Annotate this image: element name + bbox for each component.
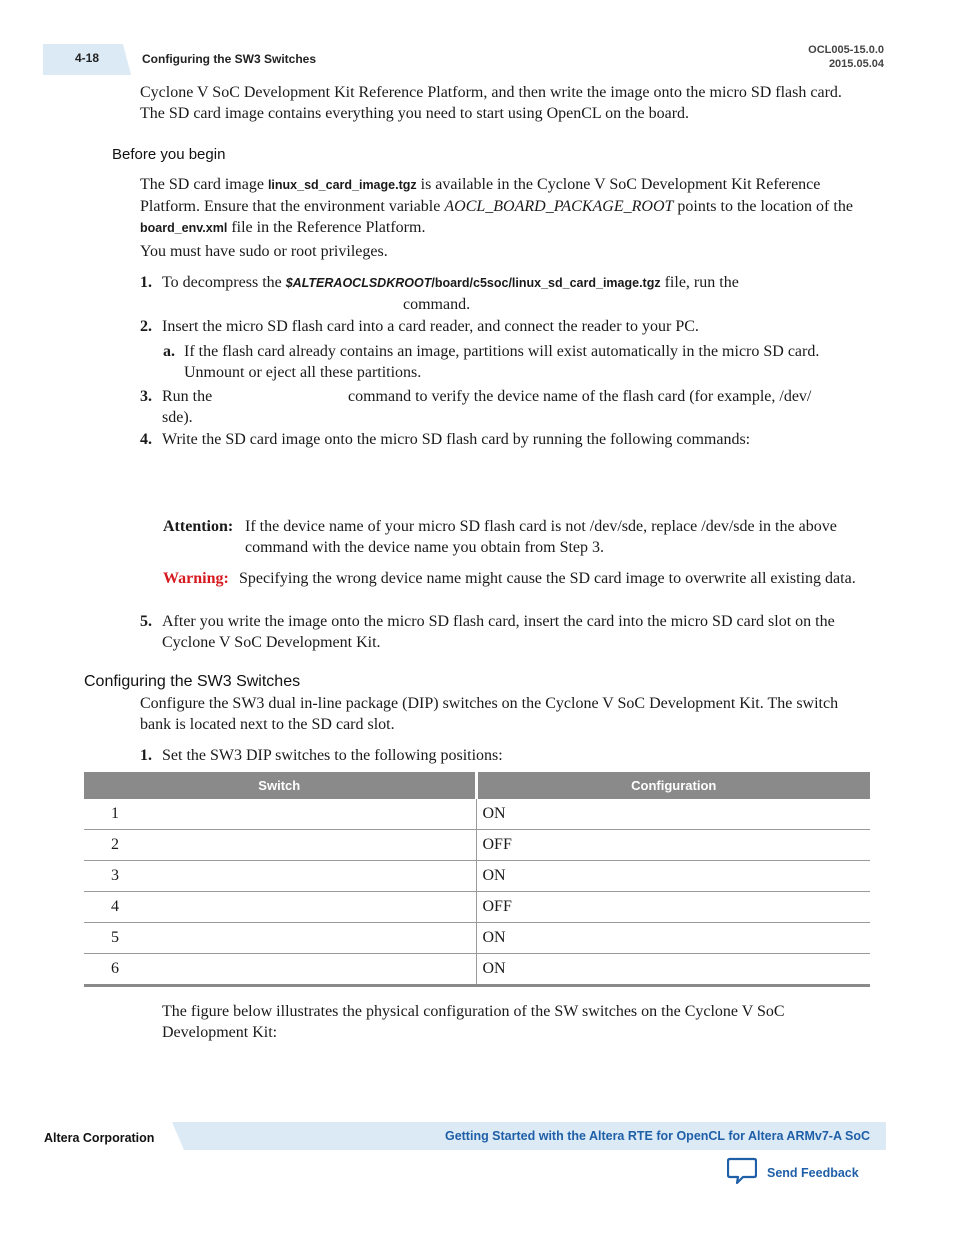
step-4-number: 4. (140, 431, 152, 448)
text-run: file in the Reference Platform. (227, 219, 426, 236)
switch-config-cell: OFF (476, 892, 870, 923)
switch-config-cell: ON (476, 954, 870, 986)
table-row (84, 799, 870, 830)
switch-config-cell: ON (476, 799, 870, 830)
switch-config-cell: ON (476, 861, 870, 892)
step-2-number: 2. (140, 318, 152, 335)
footer-document-title-link[interactable]: Getting Started with the Altera RTE for OpenCL for Altera ARMv7-A SoC (444, 1129, 870, 1143)
attention-text: If the device name of your micro SD flash card is not /dev/sde, replace /dev/sde in the above command with the device name you obtain from Step 3. (245, 518, 837, 556)
step-3-text-wrap: sde). (162, 409, 193, 426)
env-variable-name: AOCL_BOARD_PACKAGE_ROOT (444, 198, 674, 215)
text-run: To decompress the (162, 274, 286, 291)
sw3-step-1-number: 1. (140, 747, 152, 764)
switch-number-cell: 5 (84, 923, 476, 954)
step-5-text: After you write the image onto the micro SD flash card, insert the card into the micro SD card slot on the Cyclone V SoC Development Kit. (162, 613, 835, 651)
step-1-number: 1. (140, 274, 152, 291)
step-3-text-start: Run the (162, 388, 213, 405)
column-header-switch: Switch (84, 772, 476, 799)
feedback-speech-bubble-icon (727, 1157, 757, 1190)
table-row (84, 954, 870, 986)
switch-number-cell: 4 (84, 892, 476, 923)
document-date: 2015.05.04 (828, 58, 884, 70)
table-row (84, 830, 870, 861)
board-env-filename: board_env.xml (140, 221, 228, 235)
privileges-note: You must have sudo or root privileges. (140, 243, 388, 260)
document-id-number: OCL005-15.0.0 (808, 44, 884, 56)
table-row (84, 923, 870, 954)
step-2a-text: If the flash card already contains an image, partitions will exist automatically in the micro SD card. Unmount or eject all these partitions. (184, 343, 820, 381)
step-2-text: Insert the micro SD flash card into a card reader, and connect the reader to your PC. (162, 318, 699, 335)
table-header-row (84, 772, 870, 799)
step-3-text-end: command to verify the device name of the flash card (for example, /dev/ (348, 388, 812, 405)
sd-image-filename: linux_sd_card_image.tgz (267, 178, 417, 192)
page-number: 4-18 (75, 51, 100, 65)
text-run: file, run the (660, 274, 739, 291)
document-id (808, 43, 884, 71)
step-1-command-word: command. (403, 296, 471, 313)
table-row (84, 861, 870, 892)
send-feedback-label: Send Feedback (767, 1166, 859, 1180)
table-row (84, 892, 870, 923)
before-you-begin-heading: Before you begin (112, 146, 226, 163)
intro-paragraph: Cyclone V SoC Development Kit Reference Platform, and then write the image onto the micro SD flash card. The SD card image contains everything you need to start using OpenCL on the board. (140, 84, 842, 122)
text-run: The SD card image (140, 176, 268, 193)
sdk-root-variable: $ALTERAOCLSDKROOT (285, 276, 432, 290)
figure-intro-text: The figure below illustrates the physical configuration of the SW switches on the Cyclone V SoC Development Kit: (162, 1003, 785, 1041)
send-feedback-link[interactable] (727, 1159, 859, 1187)
archive-path: /board/c5soc/linux_sd_card_image.tgz (431, 276, 661, 290)
switch-config-cell: ON (476, 923, 870, 954)
switch-config-cell: OFF (476, 830, 870, 861)
switch-number-cell: 1 (84, 799, 476, 830)
step-4-text: Write the SD card image onto the micro SD flash card by running the following commands: (162, 431, 751, 448)
switch-number-cell: 3 (84, 861, 476, 892)
dip-switch-table (84, 772, 870, 987)
step-1-text (162, 272, 862, 294)
switch-number-cell: 6 (84, 954, 476, 986)
prerequisite-paragraph (140, 174, 868, 239)
warning-label: Warning: (163, 570, 229, 587)
text-run: points to the location of the (673, 198, 853, 215)
sw3-step-1-text: Set the SW3 DIP switches to the following positions: (162, 747, 503, 764)
column-header-configuration: Configuration (476, 772, 870, 799)
running-header-title: Configuring the SW3 Switches (142, 52, 317, 66)
step-3-number: 3. (140, 388, 152, 405)
footer-corporation: Altera Corporation (44, 1131, 155, 1145)
text-run: is available in the Cyclone V SoC Development Kit Reference Platform. Ensure that the environment variable (140, 176, 821, 215)
step-5-number: 5. (140, 613, 152, 630)
sw3-section-heading: Configuring the SW3 Switches (84, 673, 301, 690)
sw3-intro-paragraph: Configure the SW3 dual in-line package (DIP) switches on the Cyclone V SoC Development Kit. The switch bank is located next to the SD card slot. (140, 695, 839, 733)
warning-text: Specifying the wrong device name might cause the SD card image to overwrite all existing data. (239, 570, 856, 587)
attention-label: Attention: (163, 518, 234, 535)
switch-number-cell: 2 (84, 830, 476, 861)
step-2a-letter: a. (163, 343, 175, 360)
